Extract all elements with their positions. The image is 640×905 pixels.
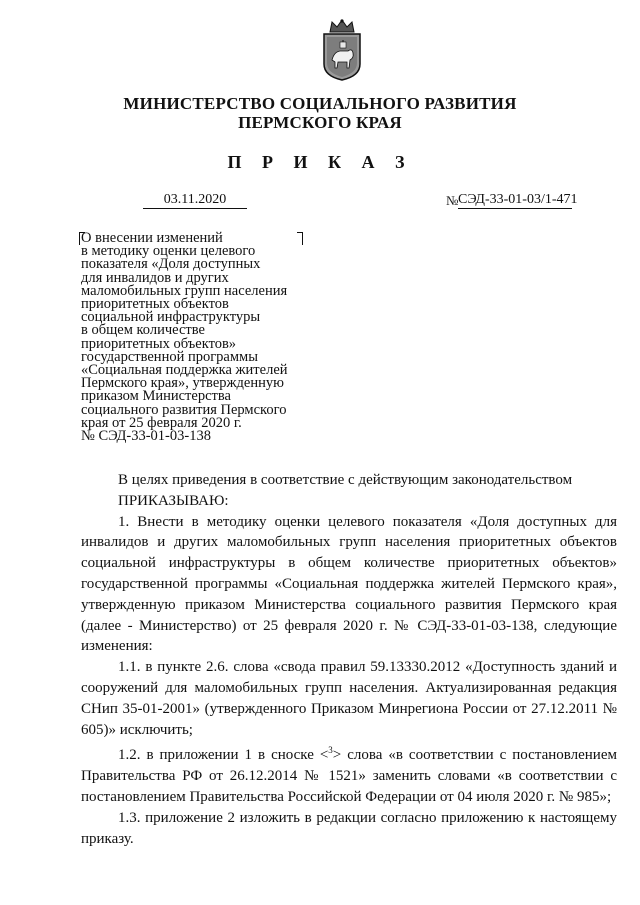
ministry-name-line-1: МИНИСТЕРСТВО СОЦИАЛЬНОГО РАЗВИТИЯ xyxy=(123,94,517,113)
paragraph-1: 1. Внести в методику оценки целевого показателя «Доля доступных для инвалидов и других маломобильных групп населения приоритетных объектов социальной инфраструктуры в общем количестве приоритетных объектов» государственной программы «Социальная поддержка жителей Пермского края», утвержденную приказом Министерства социального развития Пермского края (далее - Министерство) от 25 февраля 2020 г. № СЭД-33-01-03-138, следующие изменения: xyxy=(81,513,617,655)
subject-line: О внесении изменений xyxy=(81,230,223,246)
date-underline xyxy=(143,208,247,209)
order-number: СЭД-33-01-03/1-471 xyxy=(458,192,578,207)
subject-line: социального развития Пермского xyxy=(81,401,287,418)
intro-paragraph: В целях приведения в соответствие с действующим законодательством xyxy=(118,472,573,488)
paragraph-1-2 xyxy=(81,740,617,807)
subject-line: в общем количестве xyxy=(81,322,205,339)
subject-line: социальной инфраструктуры xyxy=(81,309,261,326)
order-date: 03.11.2020 xyxy=(163,192,227,207)
number-underline xyxy=(458,208,572,209)
subject-line: края от 25 февраля 2020 г. xyxy=(81,414,242,431)
subject-line: приказом Министерства xyxy=(81,388,231,405)
subject-line: показателя «Доля доступных xyxy=(81,256,261,273)
subject-line: для инвалидов и других xyxy=(81,269,229,286)
paragraph-1-2-start: 1.2. в приложении 1 в сноске < xyxy=(118,747,329,764)
paragraph-1-1: 1.1. в пункте 2.6. слова «свода правил 59.13330.2012 «Доступность зданий и сооружений для маломобильных групп населения. Актуализированная редакция СНип 35-01-2001» (утвержденного Приказом Минрегиона России от 27.12.2011 № 605)» исключить; xyxy=(81,659,617,738)
order-body xyxy=(81,470,617,849)
subject-line: «Социальная поддержка жителей xyxy=(81,362,288,379)
subject-line: государственной программы xyxy=(81,348,258,365)
order-number-prefix: № xyxy=(446,193,459,208)
order-title: П Р И К А З xyxy=(227,152,413,172)
subject-line: Пермского края», утвержденную xyxy=(81,375,284,392)
ministry-name-line-2: ПЕРМСКОГО КРАЯ xyxy=(238,113,402,132)
order-subject xyxy=(81,232,311,443)
paragraph-1-2-end: > слова «в соответствии с постановлением Правительства РФ от 26.12.2014 № 1521» заменить словами «в соответствии с постановлением Правительства Российской Федерации от 04 июля 2020 г. № 985»; xyxy=(81,747,617,805)
crown-icon xyxy=(330,19,354,32)
subject-line: приоритетных объектов» xyxy=(81,335,237,352)
subject-line: № СЭД-33-01-03-138 xyxy=(81,428,211,445)
subject-line: маломобильных групп населения xyxy=(81,282,288,299)
order-directive: ПРИКАЗЫВАЮ: xyxy=(118,492,229,509)
subject-line: в методику оценки целевого xyxy=(81,243,256,260)
paragraph-1-3: 1.3. приложение 2 изложить в редакции согласно приложению к настоящему приказу. xyxy=(81,809,617,847)
footnote-marker: 3 xyxy=(328,745,333,756)
subject-line: приоритетных объектов xyxy=(81,296,229,313)
perm-krai-coat-of-arms-icon xyxy=(318,18,366,82)
